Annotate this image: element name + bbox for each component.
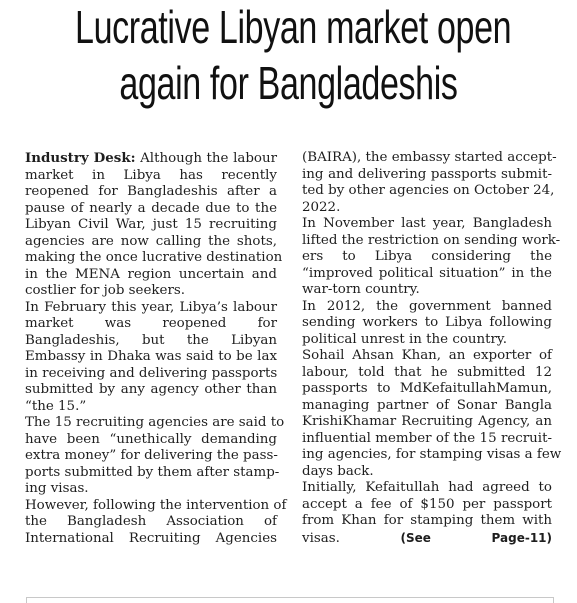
text-line: costlier for job seekers. [25, 283, 185, 298]
text-line: extra money” for delivering the pass- [25, 448, 278, 463]
text-line: Sohail Ahsan Khan, an exporter of [302, 348, 552, 363]
text-line: Bangladeshis, but the Libyan [25, 332, 277, 348]
bottom-divider-right-tick [553, 597, 554, 603]
headline-line-2: again for Bangladeshis [119, 57, 458, 109]
text-line: labour, told that he submitted 12 [302, 364, 552, 380]
text-line: In 2012, the government banned [302, 298, 552, 314]
text-line: ted by other agencies on October 24, [302, 183, 555, 198]
bottom-divider-left-tick [26, 597, 27, 603]
text-line: International Recruiting Agencies [25, 530, 277, 546]
text-line: KrishiKhamar Recruiting Agency, an [302, 414, 552, 429]
bottom-divider [26, 597, 554, 598]
paragraph-4 [25, 497, 287, 548]
paragraph-6 [302, 216, 561, 299]
text-line: Embassy in Dhaka was said to be lax [25, 349, 277, 364]
text-line: in the MENA region uncertain and [25, 266, 277, 282]
text-line: ports submitted by them after stamp- [25, 464, 280, 480]
text-line: making the once lucrative destination [25, 250, 283, 265]
text-line: the Bangladesh Association of [25, 514, 277, 529]
text-line: “the 15.” [25, 398, 87, 414]
text-line: However, following the intervention of [25, 497, 287, 513]
text-line: lifted the restriction on sending work- [302, 232, 561, 248]
text-line: ing visas. [25, 481, 89, 496]
headline-line-1: Lucrative Libyan market open [75, 1, 512, 53]
text-line: reopened for Bangladeshis after a [25, 184, 277, 199]
see-page-reference: (See Page-11) [400, 530, 552, 545]
text-line: managing partner of Sonar Bangla [302, 397, 552, 413]
text-line: from Khan for stamping them with [302, 513, 552, 528]
text-line: 2022. [302, 199, 341, 215]
text-line: ing and delivering passports submit- [302, 166, 552, 182]
text-line: In November last year, Bangladesh [302, 216, 552, 231]
text-line: (BAIRA), the embassy started accept- [302, 150, 557, 165]
paragraph-8 [302, 348, 562, 480]
headline [0, 1, 577, 114]
paragraph-3 [25, 415, 285, 498]
text-line: ers to Libya considering the [302, 249, 552, 264]
paragraph-2 [25, 300, 277, 416]
text-line: days back. [302, 463, 374, 479]
text-line: The 15 recruiting agencies are said to [25, 415, 285, 430]
text-line: Industry Desk: Although the labour [25, 150, 277, 166]
article-column-left [25, 150, 287, 547]
text-line: sending workers to Libya following [302, 315, 552, 330]
paragraph-7 [302, 299, 552, 349]
paragraph-1 [25, 150, 283, 300]
text-line: war-torn country. [302, 282, 420, 297]
text-line: visas. (See Page-11) [302, 530, 552, 546]
text-line: in receiving and delivering passports [25, 365, 278, 381]
text-line: Libyan Civil War, just 15 recruiting [25, 217, 277, 232]
text-line: “improved political situation” in the [302, 265, 552, 281]
text-line: market was reopened for [25, 316, 277, 331]
text-line: pause of nearly a decade due to the [25, 200, 277, 216]
paragraph-9 [302, 480, 552, 547]
text-line: influential member of the 15 recruit- [302, 430, 552, 446]
text-line: ing agencies, for stamping visas a few [302, 447, 562, 462]
text-line: accept a fee of $150 per passport [302, 496, 552, 512]
text-line: have been “unethically demanding [25, 431, 277, 447]
text-line: agencies are now calling the shots, [25, 233, 277, 249]
text-line: submitted by any agency other than [25, 382, 277, 397]
byline: Industry Desk: [25, 150, 136, 166]
paragraph-5 [302, 150, 557, 216]
text-line: political unrest in the country. [302, 331, 507, 347]
text-line: In February this year, Libya’s labour [25, 299, 277, 315]
text-line: market in Libya has recently [25, 167, 277, 183]
article-column-right [302, 150, 562, 547]
text-line: passports to MdKefaitullahMamun, [302, 381, 552, 396]
text-line: Initially, Kefaitullah had agreed to [302, 480, 552, 495]
